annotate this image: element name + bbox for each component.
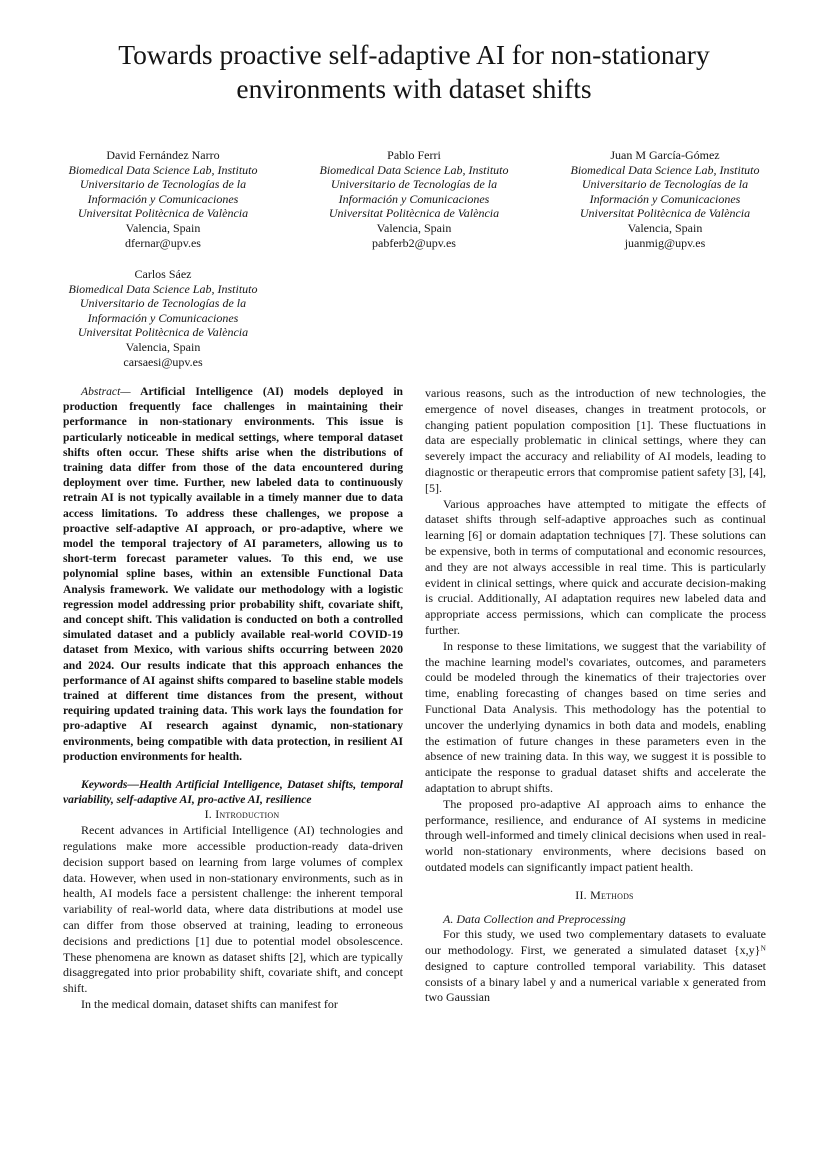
author-block	[294, 148, 534, 250]
author-affiliation-line: Universitat Politècnica de València	[77, 206, 249, 221]
paragraph: The proposed pro-adaptive AI approach aims to enhance the performance, resilience, and endurance of AI systems in medicine through well-informed and timely clinical decisions when used in real-world non-stationary environments, where decisions based on outdated models can significantly impact patient health.	[425, 796, 766, 874]
author-email: dfernar@upv.es	[125, 235, 201, 250]
paragraph: For this study, we used two complementary datasets to evaluate our methodology. First, we generated a simulated dataset {x,y}ᴺ designed to capture controlled temporal variability. This dataset consists of a binary label y and a numerical variable x generated from two Gaussian	[425, 927, 766, 1005]
author-affiliation-line: Universitario de Tecnologías de la	[330, 177, 498, 192]
author-affiliation-line: Información y Comunicaciones	[87, 310, 239, 325]
paper-title: Towards proactive self-adaptive AI for non-stationary environments with dataset shifts	[118, 39, 710, 104]
author-location: Valencia, Spain	[376, 220, 452, 235]
author-affiliation-line: Biomedical Data Science Lab, Instituto	[68, 162, 258, 177]
section-heading-introduction: I. Introduction	[204, 807, 280, 822]
subsection-heading: A. Data Collection and Preprocessing	[443, 911, 626, 926]
left-column	[63, 384, 403, 1013]
author-location: Valencia, Spain	[125, 339, 201, 354]
author-name: Pablo Ferri	[387, 148, 441, 162]
author-block	[545, 148, 785, 250]
author-affiliation-line: Universitat Politècnica de València	[579, 206, 751, 221]
abstract	[63, 384, 403, 764]
author-affiliation-line: Universitario de Tecnologías de la	[79, 296, 247, 311]
author-affiliation-line: Información y Comunicaciones	[589, 191, 741, 206]
author-affiliation-line: Universitario de Tecnologías de la	[79, 177, 247, 192]
author-email: pabferb2@upv.es	[372, 235, 456, 250]
keywords-label: Keywords—	[81, 778, 139, 792]
paragraph: various reasons, such as the introduction of new technologies, the emergence of novel diseases, changes in treatment protocols, or changing patient population composition [1]. These fluctuations in data are especially problematic in clinical settings, where they can severely impact the accuracy and reliability of AI models, leading to diagnostic or therapeutic errors that compromise patient safety [3], [4], [5].	[425, 386, 766, 495]
author-affiliation-line: Universitat Politècnica de València	[77, 325, 249, 340]
paragraph: Various approaches have attempted to mitigate the effects of dataset shifts through self-adaptive approaches such as continual learning [6] or domain adaptation techniques [7]. These solutions can be expensive, both in terms of computational and economic resources, and they are not always accessible in real time. This is particularly evident in clinical settings, where quick and accurate decision-making is crucial. Additionally, AI adaptation requires new labeled data and appropriate access permissions, which can complicate the process further.	[425, 496, 766, 637]
author-block	[43, 267, 283, 369]
keywords-text: Health Artificial Intelligence, Dataset shifts, temporal variability, self-adaptive AI, pro-active AI, resilience	[63, 778, 403, 807]
author-affiliation-line: Biomedical Data Science Lab, Instituto	[570, 162, 760, 177]
author-affiliation-line: Información y Comunicaciones	[338, 191, 490, 206]
author-name: Carlos Sáez	[134, 267, 192, 281]
author-affiliation-line: Universitat Politècnica de València	[328, 206, 500, 221]
author-location: Valencia, Spain	[627, 220, 703, 235]
paragraph: Recent advances in Artificial Intelligence (AI) technologies and regulations make more accessible production-ready data-driven decision support based on learning from large volumes of complex data. However, when used in non-stationary environments, such as in health, AI models face a persistent challenge: the inherent temporal variability of real-world data, where data distributions at model use can differ from those observed at training, leading to erroneous decisions and predictions [1] due to potential model obsolescence. These phenomena are known as dataset shifts [2], which are typically disaggregated into prior probability shift, covariate shift, and concept shift.	[63, 823, 403, 996]
paragraph: In response to these limitations, we suggest that the variability of the machine learning model's covariates, outcomes, and parameters could be modeled through the kinematics of their trajectories over time, enabling forecasting of changes based on time series and Functional Data Analysis. This methodology has the potential to uncover the underlying dynamics in both data and models, enabling the estimation of future changes in these parameters even in the absence of new training data. In this way, we suggest it is possible to anticipate the response to gradual dataset shifts and accelerate the adaptation to abrupt shifts.	[425, 638, 766, 795]
author-location: Valencia, Spain	[125, 220, 201, 235]
author-email: carsaesi@upv.es	[123, 354, 203, 369]
author-name: David Fernández Narro	[106, 148, 220, 162]
keywords	[63, 777, 403, 807]
paragraph: In the medical domain, dataset shifts can manifest for	[81, 997, 338, 1012]
abstract-label: Abstract—	[81, 385, 131, 398]
author-block	[43, 148, 283, 250]
section-heading-methods: II. Methods	[575, 887, 634, 902]
author-affiliation-line: Información y Comunicaciones	[87, 191, 239, 206]
abstract-text: Artificial Intelligence (AI) models deployed in production frequently face challenges in maintaining their performance in non-stationary environments. This issue is particularly noticeable in medical settings, where temporal dataset shifts often occur. These shifts arise when the distributions of training data differ from those of the data encountered during deployment over time. Further, new labeled data to continuously retrain AI is not typically available in a timely manner due to data access limitations. To address these challenges, we propose a proactive self-adaptive AI approach, or pro-adaptive, where we model the temporal trajectory of AI parameters, allowing us to short-term forecast parameter values. To this end, we use polynomial spline bases, within an extensible Functional Data Analysis framework. We validate our methodology with a logistic regression model addressing prior probability shift, covariate shift, and concept shift. This validation is conducted on both a controlled simulated dataset and a publicly available real-world COVID-19 dataset from Mexico, with various shifts occurring between 2020 and 2024. Our results indicate that this approach enhances the performance of AI against shifts compared to baseline stable models trained at different time distances from the present, without requiring updated training data. This work lays the foundation for pro-adaptive AI research against dynamic, non-stationary environments, being compatible with data protection, in resilient AI production environments for health.	[63, 385, 403, 763]
right-column	[425, 386, 766, 1006]
author-email: juanmig@upv.es	[624, 235, 706, 250]
author-affiliation-line: Biomedical Data Science Lab, Instituto	[319, 162, 509, 177]
author-affiliation-line: Biomedical Data Science Lab, Instituto	[68, 281, 258, 296]
author-affiliation-line: Universitario de Tecnologías de la	[581, 177, 749, 192]
author-name: Juan M García-Gómez	[610, 148, 720, 162]
